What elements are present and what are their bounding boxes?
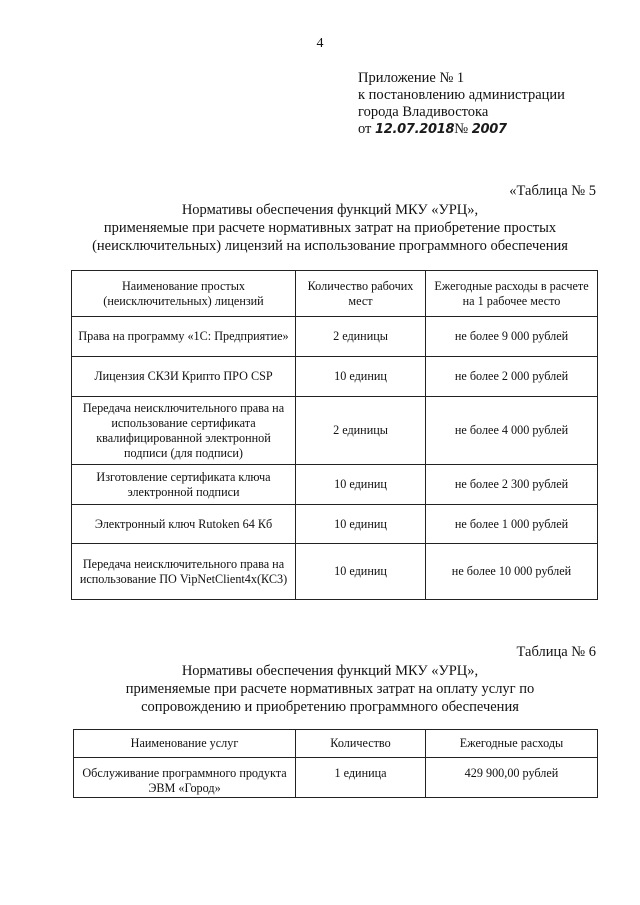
handwritten-number: 2007 <box>471 122 507 137</box>
table5-title <box>70 201 590 255</box>
table6-title-line: применяемые при расчете нормативных затрат на оплату услуг по <box>125 681 535 697</box>
table5-title-line: Нормативы обеспечения функций МКУ «УРЦ», <box>181 202 479 218</box>
column-header: Количество <box>296 730 426 758</box>
annual-cost: 429 900,00 рублей <box>426 758 598 798</box>
workplace-count: 10 единиц <box>296 465 426 505</box>
number-prefix: № <box>454 121 469 137</box>
annual-cost: не более 9 000 рублей <box>426 317 598 357</box>
table-row <box>72 544 598 600</box>
annual-cost: не более 4 000 рублей <box>426 397 598 465</box>
workplace-count: 10 единиц <box>296 357 426 397</box>
table6-title-line: Нормативы обеспечения функций МКУ «УРЦ», <box>181 663 479 679</box>
appendix-subtitle: к постановлению администрации <box>358 87 565 103</box>
date-prefix: от <box>358 121 372 137</box>
workplace-count: 10 единиц <box>296 505 426 544</box>
annual-cost: не более 10 000 рублей <box>426 544 598 600</box>
table5-title-line: применяемые при расчете нормативных затрат на приобретение простых <box>103 220 557 236</box>
table-row <box>72 397 598 465</box>
table-row <box>72 317 598 357</box>
appendix-city: города Владивостока <box>358 104 489 120</box>
table5-header-row <box>72 271 598 317</box>
table-row <box>74 758 598 798</box>
column-header: Количество рабочих мест <box>296 271 426 317</box>
appendix-date-line <box>358 121 565 138</box>
license-name: Изготовление сертификата ключа электронной подписи <box>72 465 296 505</box>
table-row <box>72 357 598 397</box>
license-name: Электронный ключ Rutoken 64 Кб <box>72 505 296 544</box>
annual-cost: не более 2 300 рублей <box>426 465 598 505</box>
table5 <box>71 270 598 600</box>
license-name: Лицензия СКЗИ Крипто ПРО CSP <box>72 357 296 397</box>
table6-title <box>70 662 590 716</box>
table6-header-row <box>74 730 598 758</box>
page-number: 4 <box>316 36 324 51</box>
workplace-count: 10 единиц <box>296 544 426 600</box>
table5-label: «Таблица № 5 <box>509 183 596 199</box>
column-header: Ежегодные расходы <box>426 730 598 758</box>
column-header: Наименование простых (неисключительных) лицензий <box>72 271 296 317</box>
column-header: Наименование услуг <box>74 730 296 758</box>
table6-title-line: сопровождению и приобретению программного обеспечения <box>141 699 519 715</box>
workplace-count: 2 единицы <box>296 397 426 465</box>
table6 <box>73 729 598 798</box>
appendix-header <box>358 70 565 138</box>
license-name: Передача неисключительного права на использование ПО VipNetClient4x(КС3) <box>72 544 296 600</box>
table6-label: Таблица № 6 <box>516 644 596 660</box>
workplace-count: 2 единицы <box>296 317 426 357</box>
service-name: Обслуживание программного продукта ЭВМ «Город» <box>74 758 296 798</box>
appendix-title: Приложение № 1 <box>358 70 465 86</box>
annual-cost: не более 2 000 рублей <box>426 357 598 397</box>
table-row <box>72 465 598 505</box>
service-quantity: 1 единица <box>296 758 426 798</box>
license-name: Передача неисключительного права на использование сертификата квалифицированной электронной подписи (для подписи) <box>72 397 296 465</box>
annual-cost: не более 1 000 рублей <box>426 505 598 544</box>
table5-title-line: (неисключительных) лицензий на использование программного обеспечения <box>92 238 568 254</box>
license-name: Права на программу «1С: Предприятие» <box>72 317 296 357</box>
column-header: Ежегодные расходы в расчете на 1 рабочее место <box>426 271 598 317</box>
handwritten-date: 12.07.2018 <box>375 122 455 137</box>
table-row <box>72 505 598 544</box>
